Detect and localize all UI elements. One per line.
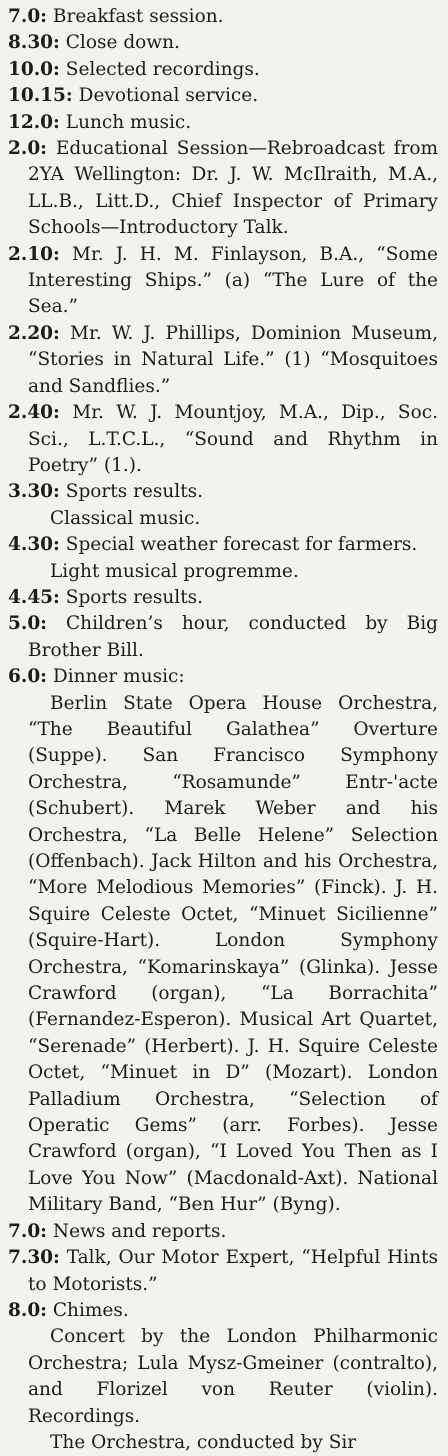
programme-entry	[8, 479, 438, 505]
entry-text: Sports results.	[65, 481, 204, 503]
entry-detail: Concert by the London Philharmonic Orchestra; Lula Mysz-Gmeiner (contralto), and Florizel von Reuter (violin). Recordings.	[28, 1326, 438, 1427]
entry-text: Children’s hour, conducted by Big Brother Bill.	[28, 613, 438, 661]
programme-entry	[8, 57, 438, 83]
entry-text: Educational Session—Rebroadcast from 2YA Wellington: Dr. J. W. McIlraith, M.A., LL.B., Litt.D., Chief Inspector of Primary Schools—Introductory Talk.	[28, 138, 439, 239]
entry-time: 7.30:	[8, 1247, 60, 1269]
entry-time: 4.30:	[8, 534, 60, 556]
programme-entry	[8, 611, 438, 664]
entry-text: Mr. W. J. Mountjoy, M.A., Dip., Soc. Sci., L.T.C.L., “Sound and Rhythm in Poetry” (1.).	[28, 402, 438, 476]
entry-time: 12.0:	[8, 111, 60, 133]
entry-text: Sports results.	[65, 586, 204, 608]
programme-entry	[8, 83, 438, 109]
entry-text: Mr. W. J. Phillips, Dominion Museum, “Stories in Natural Life.” (1) “Mosquitoes and Sandflies.”	[28, 322, 438, 397]
entry-time: 5.0:	[8, 613, 48, 635]
entry-text: Devotional service.	[78, 85, 259, 107]
entry-text: News and reports.	[52, 1220, 227, 1242]
programme-entry	[8, 532, 438, 558]
programme-entry	[8, 30, 438, 56]
entry-time: 2.0:	[8, 138, 48, 160]
programme-entry	[8, 242, 438, 321]
programme-entry	[8, 110, 438, 136]
programme-entry	[8, 321, 438, 400]
entry-time: 2.10:	[8, 243, 60, 265]
entry-time: 8.30:	[8, 32, 60, 54]
entry-time: 10.15:	[8, 85, 73, 107]
programme-entry	[8, 585, 438, 611]
entry-text: Close down.	[65, 32, 180, 54]
entry-detail: Classical music.	[50, 507, 201, 529]
entry-time: 2.20:	[8, 322, 60, 344]
entry-time: 7.0:	[8, 6, 48, 27]
entry-time: 7.0:	[8, 1220, 48, 1242]
entry-time: 6.0:	[8, 666, 48, 688]
entry-time: 10.0:	[8, 58, 60, 80]
programme-entry	[8, 136, 438, 242]
programme-entry	[8, 1298, 438, 1324]
programme-entry	[8, 664, 438, 690]
entry-text: Breakfast session.	[52, 6, 224, 27]
entry-detail: Light musical progremme.	[50, 560, 299, 582]
entry-time: 8.0:	[8, 1299, 48, 1321]
entry-text: Selected recordings.	[65, 58, 260, 80]
entry-text: Dinner music:	[52, 666, 185, 688]
programme-entry	[8, 1245, 438, 1298]
entry-text: Lunch music.	[65, 111, 192, 133]
programme-entry	[8, 1219, 438, 1245]
entry-text: Chimes.	[52, 1299, 129, 1321]
entry-text: Mr. J. H. M. Finlayson, B.A., “Some Interesting Ships.” (a) “The Lure of the Sea.”	[28, 243, 438, 318]
entry-time: 3.30:	[8, 481, 60, 503]
entry-time: 4.45:	[8, 586, 60, 608]
programme-entry	[8, 400, 438, 479]
programme-entry	[8, 4, 438, 30]
entry-text: Special weather forecast for farmers.	[65, 534, 418, 556]
entry-detail: The Orchestra, conducted by Sir	[50, 1431, 357, 1453]
entry-detail: Berlin State Opera House Orchestra, “The Beautiful Galathea” Overture (Suppe). San Francisco Symphony Orchestra, “Rosamunde” Entr-'acte (Schubert). Marek Weber and his Orchestra, “La Belle Helene” Selection (Offenbach). Jack Hilton and his Orchestra, “More Melodious Memories” (Finck). J. H. Squire Celeste Octet, “Minuet Sicilienne” (Squire-Hart). London Symphony Orchestra, “Komarinskaya” (Glinka). Jesse Crawford (organ), “La Borrachita” (Fernandez-Esperon). Musical Art Quartet, “Serenade” (Herbert). J. H. Squire Celeste Octet, “Minuet in D” (Mozart). London Palladium Orchestra, “Selection of Operatic Gems” (arr. Forbes). Jesse Crawford (organ), “I Loved You Then as I Love You Now” (Macdonald-Axt). National Military Band, “Ben Hur” (Byng).	[28, 692, 438, 1216]
entry-time: 2.40:	[8, 402, 60, 424]
entry-text: Talk, Our Motor Expert, “Helpful Hints to Motorists.”	[28, 1247, 438, 1295]
